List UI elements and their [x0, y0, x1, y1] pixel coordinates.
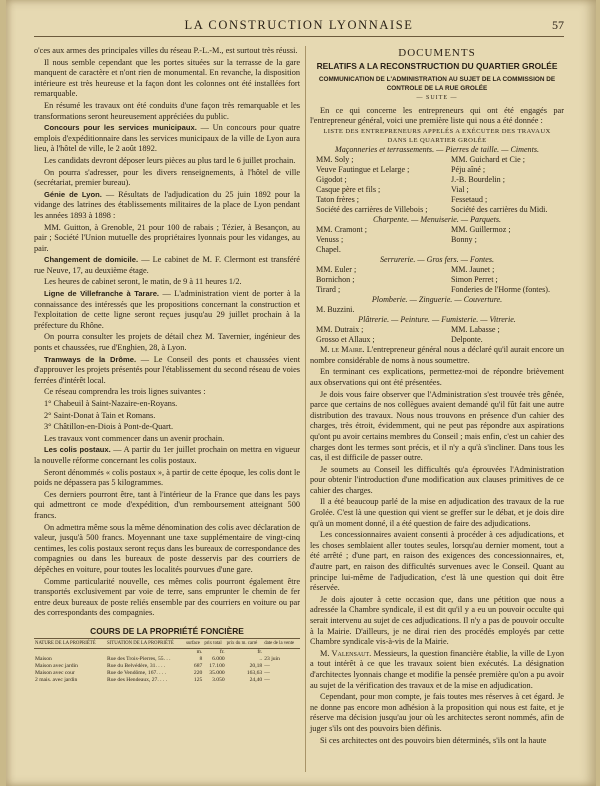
news-item-concours: Concours pour les services municipaux. — Un concours pour quatre emplois d'expéditionnaire dans les services municipaux de la ville de Lyon aura lieu, à l'hôtel de ville, le 2 août 1892.	[34, 123, 300, 154]
right-column	[310, 46, 564, 747]
paragraph: Ce réseau comprendra les trois lignes suivantes :	[44, 387, 206, 397]
unit-label: fr.	[219, 649, 225, 656]
contractor-row: MM. Cramont ; MM. Guillermoz ;	[316, 225, 511, 235]
journal-page	[6, 0, 596, 786]
property-price-table	[34, 638, 300, 684]
column-divider	[305, 46, 306, 772]
unit-label: m.	[196, 649, 203, 656]
contractor-row: MM. Euler ; MM. Jaunet ;	[316, 265, 495, 275]
news-heading: Tramways de la Drôme.	[44, 354, 137, 364]
contractor-row: Grosso et Allaux ; Delponte.	[316, 335, 483, 345]
table-header-row	[34, 639, 300, 649]
trade-group-title: Charpente. — Menuiserie. — Parquets.	[372, 215, 502, 225]
paragraph: Les candidats devront déposer leurs pièces au plus tard le 6 juillet prochain.	[44, 155, 296, 165]
paragraph: En ce qui concerne les entrepreneurs qui ont été engagés par l'entrepreneur général, voici une première liste qui nous a été donnée :	[310, 105, 564, 126]
table-header: SITUATION DE LA PROPRIÉTÉ	[106, 639, 185, 649]
paragraph: En terminant ces explications, permettez-moi de répondre brièvement aux observations qui ont été présentées.	[310, 367, 564, 387]
news-heading: Ligne de Villefranche à Tarare.	[44, 289, 160, 299]
list-heading: DANS LE QUARTIER GROLÉE	[387, 136, 487, 144]
contractor-row: Veuve Fautingue et Lelarge ; Péju aîné ;	[316, 165, 486, 175]
contractor-row: Gigodot ; J.-B. Bourdelin ;	[316, 175, 505, 185]
paragraph: Il nous semble cependant que les portes situées sur la terrasse de la gare manquent de caractère et n'ont rien de monumental. En revanche, la disposition intérieure est très heureuse et la façon dont les colonnes ont été installées fort remarquable.	[34, 57, 300, 99]
paragraph: Ces derniers pourront être, tant à l'intérieur de la France que dans les pays qui admettront ce mode d'expédition, d'un remboursement atteignant 500 francs.	[34, 489, 300, 520]
trade-group-title: Maçonneries et terrassements. — Pierres de taille. — Ciments.	[334, 145, 540, 155]
speaker-name: M. le Maire.	[320, 345, 365, 355]
news-item-tramways: Tramways de la Drôme. — Le Conseil des ponts et chaussées vient d'approuver les projets présentés pour l'établissement du second réseau de voies ferrées d'intérêt local.	[34, 354, 300, 385]
paragraph: Il a été beaucoup parlé de la mise en adjudication des travaux de la rue Grolée. C'est là une question qui vient se greffer sur le débat, et je dois dire qu'à un moment donné, il a été question de faire des adjudications.	[310, 497, 564, 528]
page-number: 57	[552, 18, 564, 32]
contractor-list	[310, 265, 564, 295]
paragraph: On pourra s'adresser, pour les divers renseignements, à l'hôtel de ville (secrétariat, premier bureau).	[34, 167, 300, 188]
table-header: surface	[185, 639, 203, 649]
speech-maire: M. le Maire. L'entrepreneur général nous a déclaré qu'il aurait encore un nombre considérable de noms à nous soumettre.	[310, 345, 564, 365]
paragraph: Cependant, pour mon compte, je fais toutes mes réserves à cet égard. Je ne donne pas encore mon adhésion à la proposition qui nous est faite, et je réserve ma décision jusqu'au jour où les architectes seront nommés, afin de juger s'ils ont des pouvoirs bien définis.	[310, 692, 564, 733]
news-item-domicile: Changement de domicile. — Le cabinet de M. F. Clermont est transféré rue Neuve, 17, au deuxième étage.	[34, 255, 300, 275]
table-row: Maison avec cour Rue de Vendôme, 167. . . . 220 35.000 163,63 —	[35, 670, 270, 677]
paragraph: Je dois vous faire observer que l'Administration s'est trouvée très gênée, parce que certains de nos collègues avaient demandé qu'il fût fait une autre distribution des travaux. Nous nous trouvons en présence d'un cahier des charges, très étroit, évidemment, qui ne peut pas répondre aux aspirations qu'ont pu avoir certains membres du Conseil ; mais enfin, c'est un cahier des charges dont les termes sont précis, et il n'y a qu'à s'incliner. Dans tous les cas, il est difficile de passer outre.	[310, 389, 564, 463]
table-header: prix du m. carré	[226, 639, 264, 649]
contractor-row: Société des carrières de Villebois ; Société des carrières du Midi.	[316, 205, 548, 215]
table-header: NATURE DE LA PROPRIÉTÉ	[34, 639, 106, 649]
contractor-row: Venuss ; Bonny ;	[316, 235, 477, 245]
contractor-list	[310, 325, 564, 345]
table-title: COURS DE LA PROPRIÉTÉ FONCIÈRE	[90, 625, 244, 636]
paragraph: Je dois ajouter à cette occasion que, dans une pétition que nous a adressée la Chambre syndicale, il est dit qu'il y a eu un pouvoir occulte qui serait intervenu au sujet de ces adjudications. Il n'y a pas de pouvoir occulte à la Mairie. D'ailleurs, je ne dirai rien des procédés employés par cette Chambre syndicale vis-à-vis de la Mairie.	[310, 594, 564, 647]
news-heading: Les colis postaux.	[44, 445, 111, 455]
table-row: Maison Rue des Trois-Pierres, 55. . . 8 6.000 .. 23 juin	[35, 656, 280, 663]
table-row: 2 mais. avec jardin Rue des Hendeaux, 27. . . . 125 3.050 24,40 —	[35, 677, 270, 684]
section-subtitle: RELATIFS A LA RECONSTRUCTION DU QUARTIER GROLÉE	[316, 60, 558, 71]
paragraph: Les travaux vont commencer dans un avenir prochain.	[44, 433, 225, 443]
contractor-row: Chapel.	[316, 245, 341, 255]
news-heading: Changement de domicile.	[44, 255, 139, 265]
news-item-ligne: Ligne de Villefranche à Tarare. — L'administration vient de porter à la connaissance des intéressés que les propositions concernant la construction et l'exploitation de cette ligne seront reçues jusqu'au 29 juillet prochain à la préfecture du Rhône.	[34, 289, 300, 330]
table-row: Maison avec jardin Rue du Belvédère, 31. . . . 687 17.100 20,18 —	[35, 663, 270, 670]
trade-group-title: Plomberie. — Zinguerie. — Couverture.	[371, 295, 503, 305]
list-item: 1° Chabeuil à Saint-Nazaire-en-Royans.	[44, 399, 178, 408]
paragraph: Comme particularité nouvelle, ces mêmes colis pourront également être transportés exclusivement par voie de terre, sans emprunter le chemin de fer entre deux bureaux de poste reliés ensemble par des courriers en voiture ou par des correspondants des compagnies.	[34, 576, 300, 618]
paragraph: Les concessionnaires avaient consenti à procéder à ces adjudications, et les choses semblaient aller toutes seules, lorsqu'au dernier moment, tout a été arrêté ; d'une part, en raison des exigences des concessionnaires, et, d'autre part, en raison des difficultés survenues avec le Conseil. Quant au principe lui-même de l'adjudication, c'est là une question qui doit être réservée.	[310, 530, 564, 593]
trade-group-title: Plâtrerie. — Peinture. — Fumisterie. — Vitrerie.	[358, 315, 516, 325]
contractor-row: Tirard ; Fonderies de l'Horme (fontes).	[316, 285, 551, 295]
section-title: DOCUMENTS	[398, 47, 476, 59]
list-item: 3° Châtillon-en-Diois à Pont-de-Quart.	[44, 422, 174, 432]
trade-group-title: Serrurerie. — Gros fers. — Fontes.	[379, 255, 495, 265]
news-heading: Concours pour les services municipaux.	[44, 123, 197, 133]
paragraph: Les heures de cabinet seront, le matin, de 9 à 11 heures 1/2.	[44, 277, 242, 287]
contractor-row: MM. Dutraix ; MM. Labasse ;	[316, 325, 500, 335]
page-header	[34, 18, 564, 36]
paragraph: Seront dénommés « colis postaux », à partir de cette époque, les colis dont le poids ne dépassera pas 5 kilogrammes.	[34, 467, 300, 488]
table-units-row	[34, 649, 300, 657]
paragraph: Je soumets au Conseil les difficultés qu'a éprouvées l'Administration pour obtenir l'introduction d'une modification aux clauses primitives de ce cahier des charges.	[310, 464, 564, 495]
paragraph: MM. Guitton, à Grenoble, 21 pour 100 de rabais ; Tézier, à Besançon, au pair ; Société l'Union mutuelle des propriétaires lyonnais pour les vidanges, au pair.	[34, 222, 300, 253]
list-item: 2° Saint-Donat à Tain et Romans.	[44, 410, 156, 420]
unit-label: fr.	[257, 649, 263, 656]
contractor-row: Bornichon ; Simon Perret ;	[316, 275, 498, 285]
list-heading: LISTE DES ENTREPRENEURS APPELÉS A EXÉCUTER DES TRAVAUX	[323, 127, 551, 135]
paragraph: Si ces architectes ont des pouvoirs bien déterminés, s'ils ont la haute	[320, 735, 547, 745]
speaker-name: M. Valensaut.	[320, 648, 372, 658]
speech-valensaut: M. Valensaut. Messieurs, la question financière établie, la ville de Lyon a tout intérêt à ce que les travaux soient bien exécutés. La désignation d'architectes lyonnais change et modifie la pensée première qu'on a pu avoir au sujet de la vérification des travaux et de la mise en adjudication.	[310, 648, 564, 690]
table-header: date de la vente	[263, 639, 300, 649]
paragraph: On pourra consulter les projets de détail chez M. Tavernier, ingénieur des ponts et chaussées, rue d'Enghien, 28, à Lyon.	[34, 332, 300, 353]
news-heading: Génie de Lyon.	[44, 189, 102, 199]
contractor-list	[310, 305, 564, 315]
paragraph: En résumé les travaux ont été conduits d'une façon très remarquable et les transformations seront heureusement appréciées du public.	[34, 100, 300, 121]
paragraph: o'ces aux armes des principales villes du réseau P.-L.-M., est surtout très réussi.	[34, 46, 298, 55]
contractor-row: M. Buzzini.	[316, 305, 355, 315]
contractor-row: Casque père et fils ; Vial ;	[316, 185, 469, 195]
paragraph: On admettra même sous la même dénomination des colis avec déclaration de valeur, jusqu'à 500 francs. Moyennant une taxe supplémentaire de vingt-cinq centimes, les colis postaux seront reçus dans les bureaux de correspondance des compagnies ou dans les bureaux de poste desservis par des courriers de dépêches en voiture, pour toutes les localités pourvues d'une gare.	[34, 522, 300, 574]
table-header: prix total	[203, 639, 225, 649]
contractor-row: Taton frères ; Fessetaud ;	[316, 195, 488, 205]
contractor-list	[310, 225, 564, 255]
section-commission: COMMUNICATION DE L'ADMINISTRATION AU SUJET DE LA COMMISSION DE CONTROLE DE LA RUE GROLÉE	[318, 76, 556, 92]
left-column	[34, 46, 300, 684]
news-item-genie: Génie de Lyon. — Résultats de l'adjudication du 25 juin 1892 pour la vidange des latrines des établissements militaires de la place de Lyon pendant les années 1893 à 1898 :	[34, 189, 300, 220]
contractor-list	[310, 155, 564, 215]
suite-label: — SUITE —	[416, 95, 458, 102]
news-item-colis: Les colis postaux. — A partir du 1er juillet prochain on mettra en vigueur la nouvelle réforme concernant les colis postaux.	[34, 445, 300, 465]
contractor-row: MM. Soly ; MM. Guichard et Cie ;	[316, 155, 525, 165]
header-rule	[34, 36, 564, 37]
running-title: LA CONSTRUCTION LYONNAISE	[184, 18, 414, 32]
